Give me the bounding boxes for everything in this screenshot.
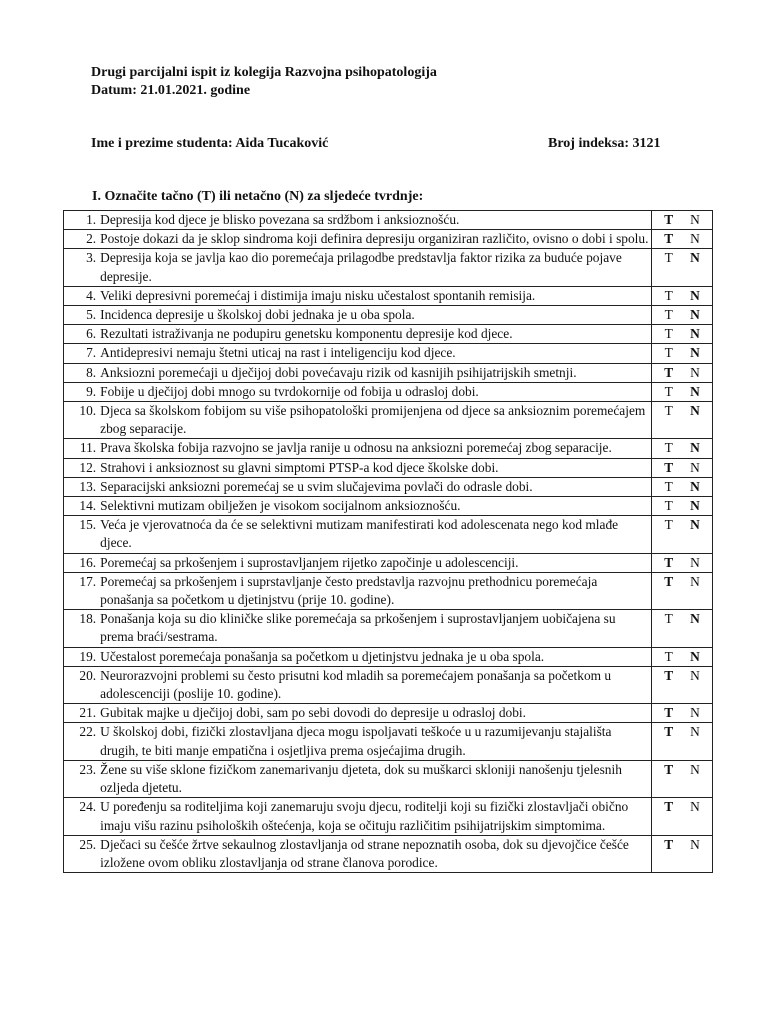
answer-cell xyxy=(651,458,712,477)
option-false[interactable]: N xyxy=(690,799,700,815)
option-true[interactable]: T xyxy=(664,554,674,570)
answer-options xyxy=(652,402,712,420)
table-row xyxy=(64,516,713,553)
answer-cell xyxy=(651,249,712,286)
option-false[interactable]: N xyxy=(690,326,700,342)
answer-cell xyxy=(651,477,712,496)
option-false[interactable]: N xyxy=(690,724,700,740)
question-statement: Poremećaj sa prkošenjem i suprstavljanje često predstavlja razvojnu prethodnicu poremećaja ponašanja sa početkom u djetinjstvu (prije 10. godine). xyxy=(98,572,651,609)
table-row xyxy=(64,325,713,344)
answer-options xyxy=(652,344,712,362)
option-true[interactable]: T xyxy=(664,287,673,303)
answer-cell xyxy=(651,497,712,516)
question-statement: Djeca sa školskom fobijom su više psihopatološki promijenjena od djece sa anksioznim poremećajem zbog separacije. xyxy=(98,402,651,439)
question-number: 14. xyxy=(64,497,99,516)
answer-options xyxy=(652,439,712,457)
option-false[interactable]: N xyxy=(690,554,700,570)
question-statement: Ponašanja koja su dio kliničke slike poremećaja sa prkošenjem i suprostavljanjem uobičajena su prema braći/sestrama. xyxy=(98,610,651,647)
option-true[interactable]: T xyxy=(664,761,674,777)
table-row xyxy=(64,249,713,286)
answer-options xyxy=(652,761,712,779)
answer-options xyxy=(652,249,712,267)
answer-cell xyxy=(651,363,712,382)
answer-options xyxy=(652,230,712,248)
question-statement: Neurorazvojni problemi su često prisutni kod mladih sa poremećajem ponašanja sa početkom u adolescenciji (poslije 10. godine). xyxy=(98,666,651,703)
table-row xyxy=(64,402,713,439)
answer-options xyxy=(652,610,712,628)
option-false[interactable]: N xyxy=(690,648,700,664)
question-statement: Poremećaj sa prkošenjem i suprostavljanjem rijetko započinje u adolescenciji. xyxy=(98,553,651,572)
question-statement: Selektivni mutizam obilježen je visokom socijalnom anksioznošću. xyxy=(98,497,651,516)
answer-cell xyxy=(651,211,712,230)
question-number: 15. xyxy=(64,516,99,553)
option-false[interactable]: N xyxy=(690,705,700,721)
option-true[interactable]: T xyxy=(664,517,673,533)
question-statement: Antidepresivi nemaju štetni uticaj na rast i inteligenciju kod djece. xyxy=(98,344,651,363)
question-statement: Separacijski anksiozni poremećaj se u svim slučajevima povlači do odrasle dobi. xyxy=(98,477,651,496)
answer-cell xyxy=(651,516,712,553)
answer-cell xyxy=(651,382,712,401)
answer-options xyxy=(652,516,712,534)
option-true[interactable]: T xyxy=(664,345,673,361)
question-number: 17. xyxy=(64,572,99,609)
answer-cell xyxy=(651,439,712,458)
answer-options xyxy=(652,325,712,343)
questions-table xyxy=(63,210,713,873)
option-false[interactable]: N xyxy=(690,364,700,380)
option-true[interactable]: T xyxy=(664,648,673,664)
answer-options xyxy=(652,306,712,324)
answer-cell xyxy=(651,704,712,723)
question-number: 23. xyxy=(64,760,99,797)
answer-cell xyxy=(651,325,712,344)
answer-options xyxy=(652,798,712,816)
answer-options xyxy=(652,723,712,741)
question-statement: Rezultati istraživanja ne podupiru genetsku komponentu depresije kod djece. xyxy=(98,325,651,344)
option-false[interactable]: N xyxy=(690,440,700,456)
question-statement: Prava školska fobija razvojno se javlja ranije u odnosu na anksiozni poremećaj zbog separacije. xyxy=(98,439,651,458)
option-true[interactable]: T xyxy=(664,611,673,627)
table-row xyxy=(64,477,713,496)
table-row xyxy=(64,610,713,647)
option-false[interactable]: N xyxy=(690,836,700,852)
table-row xyxy=(64,723,713,760)
option-false[interactable]: N xyxy=(690,307,700,323)
table-row xyxy=(64,458,713,477)
answer-cell xyxy=(651,666,712,703)
question-statement: Strahovi i anksioznost su glavni simptomi PTSP-a kod djece školske dobi. xyxy=(98,458,651,477)
table-row xyxy=(64,760,713,797)
question-number: 24. xyxy=(64,798,99,835)
answer-options xyxy=(652,478,712,496)
option-true[interactable]: T xyxy=(664,724,674,740)
option-false[interactable]: N xyxy=(690,478,700,494)
question-statement: U poređenju sa roditeljima koji zanemaruju svoju djecu, roditelji koji su fizički zlostavljači obično imaju višu razinu psiholoških oštećenja, koja se očituju različitim psihijatrijskim simptomima. xyxy=(98,798,651,835)
answer-options xyxy=(652,667,712,685)
answer-options xyxy=(652,211,712,229)
option-false[interactable]: N xyxy=(690,212,700,227)
question-statement: Veliki depresivni poremećaj i distimija imaju nisku učestalost spontanih remisija. xyxy=(98,286,651,305)
section-heading: I. Označite tačno (T) ili netačno (N) za sljedeće tvrdnje: xyxy=(92,189,424,204)
option-false[interactable]: N xyxy=(690,498,700,514)
question-number: 4. xyxy=(64,286,99,305)
option-true[interactable]: T xyxy=(664,403,673,419)
answer-cell xyxy=(651,647,712,666)
question-number: 21. xyxy=(64,704,99,723)
table-row xyxy=(64,572,713,609)
option-true[interactable]: T xyxy=(664,307,673,323)
question-statement: Veća je vjerovatnoća da će se selektivni mutizam manifestirati kod adolescenata nego kod mlađe djece. xyxy=(98,516,651,553)
option-false[interactable]: N xyxy=(690,573,700,589)
question-number: 7. xyxy=(64,344,99,363)
question-statement: Depresija koja se javlja kao dio poremećaja prilagodbe predstavlja faktor rizika za buduće pojave depresije. xyxy=(98,249,651,286)
exam-title-line1: Drugi parcijalni ispit iz kolegija Razvojna psihopatologija xyxy=(91,65,437,80)
question-statement: Učestalost poremećaja ponašanja sa početkom u djetinjstvu jednaka je u oba spola. xyxy=(98,647,651,666)
table-row xyxy=(64,835,713,872)
question-number: 1. xyxy=(64,211,99,230)
option-false[interactable]: N xyxy=(690,611,700,627)
option-true[interactable]: T xyxy=(664,364,674,380)
question-number: 20. xyxy=(64,666,99,703)
question-number: 18. xyxy=(64,610,99,647)
answer-cell xyxy=(651,286,712,305)
option-true[interactable]: T xyxy=(664,478,673,494)
answer-cell xyxy=(651,402,712,439)
question-statement: Incidencа depresije u školskoj dobi jednaka je u oba spola. xyxy=(98,306,651,325)
answer-options xyxy=(652,704,712,722)
answer-options xyxy=(652,573,712,591)
option-true[interactable]: T xyxy=(664,231,674,247)
option-false[interactable]: N xyxy=(690,761,700,777)
option-true[interactable]: T xyxy=(664,383,673,399)
question-number: 10. xyxy=(64,402,99,439)
exam-date: Datum: 21.01.2021. godine xyxy=(91,83,251,98)
answer-options xyxy=(652,497,712,515)
table-row xyxy=(64,382,713,401)
answer-cell xyxy=(651,344,712,363)
exam-title xyxy=(91,64,437,100)
question-statement: Fobije u dječijoj dobi mnogo su tvrdokornije od fobija u odrasloj dobi. xyxy=(98,382,651,401)
question-number: 3. xyxy=(64,249,99,286)
answer-cell xyxy=(651,835,712,872)
option-false[interactable]: N xyxy=(690,231,700,247)
answer-options xyxy=(652,287,712,305)
answer-cell xyxy=(651,723,712,760)
question-statement: Depresija kod djece je blisko povezana sa srdžbom i anksioznošću. xyxy=(98,211,651,230)
table-row xyxy=(64,439,713,458)
index-number: Broj indeksa: 3121 xyxy=(548,136,661,151)
question-statement: Žene su više sklone fizičkom zanemarivanju djeteta, dok su muškarci skloniji nanošenju tjelesnih ozljeda djetetu. xyxy=(98,760,651,797)
question-number: 9. xyxy=(64,382,99,401)
question-number: 22. xyxy=(64,723,99,760)
answer-cell xyxy=(651,230,712,249)
option-true[interactable]: T xyxy=(664,326,673,342)
option-true[interactable]: T xyxy=(664,705,674,721)
option-false[interactable]: N xyxy=(690,383,700,399)
table-row xyxy=(64,497,713,516)
answer-options xyxy=(652,459,712,477)
table-row xyxy=(64,306,713,325)
table-row xyxy=(64,666,713,703)
answer-options xyxy=(652,836,712,854)
option-false[interactable]: N xyxy=(690,667,700,683)
answer-cell xyxy=(651,553,712,572)
option-false[interactable]: N xyxy=(690,345,700,361)
table-row xyxy=(64,230,713,249)
table-row xyxy=(64,704,713,723)
option-false[interactable]: N xyxy=(690,250,700,266)
table-row xyxy=(64,647,713,666)
question-statement: Dječaci su češće žrtve sekaulnog zlostavljanja od strane nepoznatih osoba, dok su djevojčice češće izložene ovom obliku zlostavljanja od strane članova porodice. xyxy=(98,835,651,872)
question-number: 25. xyxy=(64,835,99,872)
question-number: 8. xyxy=(64,363,99,382)
option-true[interactable]: T xyxy=(664,212,674,227)
table-row xyxy=(64,553,713,572)
answer-options xyxy=(652,648,712,666)
option-false[interactable]: N xyxy=(690,517,700,533)
question-statement: Anksiozni poremećaji u dječijoj dobi povećavaju rizik od kasnijih psihijatrijskih smetnji. xyxy=(98,363,651,382)
option-true[interactable]: T xyxy=(664,667,674,683)
question-number: 2. xyxy=(64,230,99,249)
table-row xyxy=(64,798,713,835)
option-true[interactable]: T xyxy=(664,799,674,815)
answer-cell xyxy=(651,610,712,647)
option-true[interactable]: T xyxy=(664,250,673,266)
question-number: 19. xyxy=(64,647,99,666)
question-number: 5. xyxy=(64,306,99,325)
option-false[interactable]: N xyxy=(690,287,700,303)
question-statement: U školskoj dobi, fizički zlostavljana djeca mogu ispoljavati teškoće u u razumijevanju stajališta drugih, te biti manje empatična i osjetljiva prema osjećajima drugih. xyxy=(98,723,651,760)
answer-options xyxy=(652,383,712,401)
questions-table-body xyxy=(64,211,713,873)
option-true[interactable]: T xyxy=(664,573,674,589)
table-row xyxy=(64,363,713,382)
table-row xyxy=(64,344,713,363)
answer-options xyxy=(652,364,712,382)
question-number: 6. xyxy=(64,325,99,344)
answer-cell xyxy=(651,572,712,609)
question-number: 12. xyxy=(64,458,99,477)
question-number: 16. xyxy=(64,553,99,572)
answer-cell xyxy=(651,306,712,325)
option-true[interactable]: T xyxy=(664,836,674,852)
question-number: 13. xyxy=(64,477,99,496)
question-statement: Gubitak majke u dječijoj dobi, sam po sebi dovodi do depresije u odrasloj dobi. xyxy=(98,704,651,723)
table-row xyxy=(64,211,713,230)
question-statement: Postoje dokazi da je sklop sindroma koji definira depresiju organiziran različito, ovisno o dobi i spolu. xyxy=(98,230,651,249)
answer-cell xyxy=(651,760,712,797)
question-number: 11. xyxy=(64,439,99,458)
option-true[interactable]: T xyxy=(664,459,674,475)
answer-cell xyxy=(651,798,712,835)
option-true[interactable]: T xyxy=(664,498,673,514)
student-name: Ime i prezime studenta: Aida Tucaković xyxy=(91,136,329,151)
table-row xyxy=(64,286,713,305)
option-false[interactable]: N xyxy=(690,403,700,419)
answer-options xyxy=(652,554,712,572)
option-false[interactable]: N xyxy=(690,459,700,475)
option-true[interactable]: T xyxy=(664,440,673,456)
